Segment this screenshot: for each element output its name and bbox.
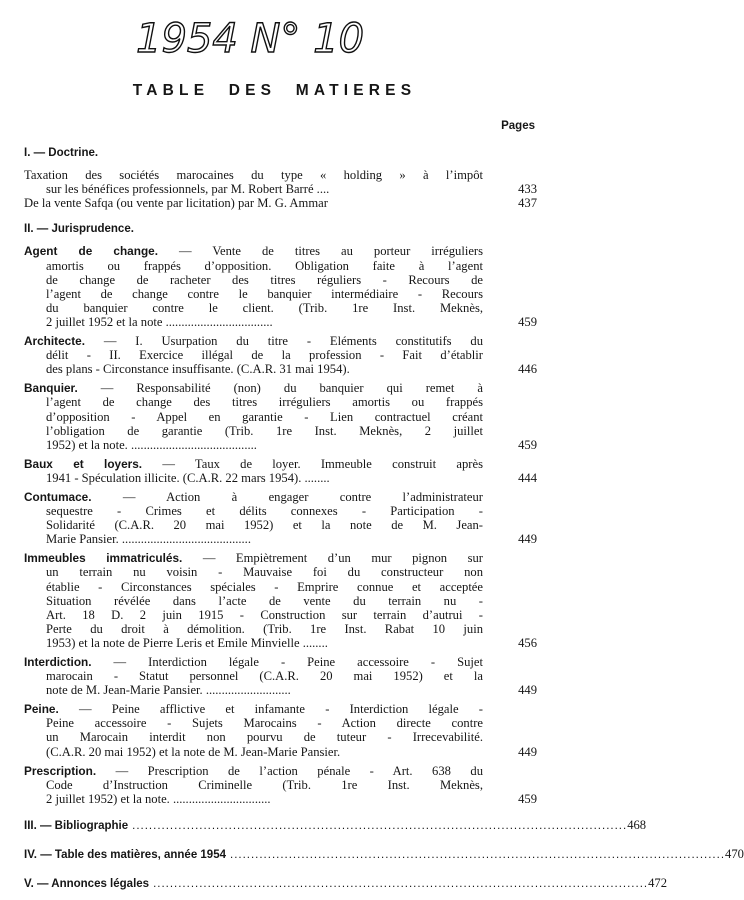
entry-line: [24, 410, 483, 424]
entry-line: [24, 424, 483, 438]
entry-heading: Interdiction.: [24, 655, 92, 669]
section-heading-annonces-legales: V. — Annonces légales ...................................................................................................................... 472: [24, 876, 667, 891]
entry-text: sequestre - Crimes et délits connexes - Participation -: [46, 504, 483, 519]
entry-text: l’agent de change des titres irréguliers amortis ou frappés: [46, 395, 483, 410]
entry-text: marocain - Statut personnel (C.A.R. 20 mai 1952) et la: [46, 669, 483, 684]
entry-heading: Peine.: [24, 702, 59, 717]
entry-text: Perte du droit à démolition. (Trib. 1re Inst. Rabat 10 juin: [46, 621, 483, 636]
entry-heading: Immeubles immatriculés.: [24, 551, 183, 566]
entry-text: établie - Circonstances spéciales - Emprire connue et acceptée: [46, 579, 483, 594]
entry-line: [24, 580, 483, 594]
entry-text: — Responsabilité (non) du banquier qui remet à: [77, 381, 483, 396]
entry-text: Art. 18 D. 2 juin 1915 - Construction sur terrain d’autrui -: [46, 607, 483, 622]
page-number: 444: [518, 470, 537, 485]
page-number: 459: [518, 791, 537, 806]
entry-line: [24, 196, 483, 210]
entry-text: 1952) et la note. ........................................: [46, 437, 257, 452]
entry-text: l’obligation de garantie (Trib. 1re Inst. Meknès, 2 juillet: [46, 423, 483, 438]
entry-line: [24, 745, 483, 759]
entry-line: [24, 594, 483, 608]
entry-text: — Empiètrement d’un mur pignon sur: [182, 551, 483, 566]
entry-text: 2 juillet 1952 et la note ..................................: [46, 314, 273, 329]
toc-entry: [24, 381, 537, 451]
toc-entry: [24, 168, 537, 196]
toc-entry: [24, 702, 537, 758]
handwritten-annotation: [128, 4, 428, 68]
entry-line: [24, 622, 483, 636]
page-number: 449: [518, 683, 537, 698]
section-heading-table-des-matieres: IV. — Table des matières, année 1954 ...................................................................................................................... 470: [24, 847, 744, 862]
entry-line: [24, 716, 483, 730]
page-number: 459: [518, 314, 537, 329]
doctrine-list: [24, 168, 537, 210]
entry-line: [24, 669, 483, 683]
entry-line: [24, 457, 483, 471]
entry-line: [24, 702, 483, 716]
entry-line: [24, 315, 483, 329]
page-number: 433: [518, 182, 537, 197]
page-number: 449: [518, 532, 537, 547]
entry-line: [24, 504, 483, 518]
toc-entry: [24, 334, 537, 376]
entry-text: des plans - Circonstance insuffisante. (C.A.R. 31 mai 1954).: [46, 362, 350, 377]
entry-text: 1953) et la note de Pierre Leris et Emile Minvielle ........: [46, 635, 328, 650]
handwritten-year-number: 1954 N° 10: [136, 16, 365, 62]
page-number: 446: [518, 362, 537, 377]
entry-text: sur les bénéfices professionnels, par M. Robert Barré ....: [46, 182, 330, 197]
entry-text: — I. Usurpation du titre - Eléments constitutifs du: [84, 334, 483, 349]
entry-line: [24, 532, 483, 546]
entry-text: un Marocain interdit non pourvu de tuteur - Irrecevabilité.: [46, 730, 483, 745]
jurisprudence-list: [24, 244, 537, 805]
entry-line: [24, 273, 483, 287]
entry-line: [24, 518, 483, 532]
entry-line: [24, 683, 483, 697]
entry-heading: Contumace.: [24, 489, 92, 504]
entry-line: [24, 565, 483, 579]
entry-text: du banquier contre le client. (Trib. 1re Inst. Meknès,: [46, 300, 483, 315]
entry-line: [24, 778, 483, 792]
entry-text: — Prescription de l’action pénale - Art. 638 du: [96, 763, 483, 778]
page-number: 468: [627, 817, 647, 832]
entry-text: Peine accessoire - Sujets Marocains - Action directe contre: [46, 716, 483, 731]
entry-line: [24, 182, 483, 196]
toc-entry: [24, 551, 537, 650]
entry-text: Code d’Instruction Criminelle (Trib. 1re Inst. Meknès,: [46, 777, 483, 792]
toc-entry: [24, 655, 537, 697]
entry-heading: Prescription.: [24, 763, 97, 778]
entry-heading: Architecte.: [24, 334, 85, 349]
toc-entry: [24, 196, 537, 210]
entry-text: Solidarité (C.A.R. 20 mai 1952) et la note de M. Jean-: [46, 518, 483, 533]
page-number: 472: [648, 876, 667, 891]
table-of-contents: [24, 136, 744, 899]
pages-column-heading: Pages: [501, 120, 535, 132]
entry-heading: Agent de change.: [24, 244, 158, 259]
entry-line: [24, 334, 483, 348]
entry-line: [24, 792, 483, 806]
entry-text: — Taux de loyer. Immeuble construit après: [142, 456, 483, 471]
entry-text: délit - II. Exercice illégal de la profession - Fait d’établir: [46, 348, 483, 363]
entry-text: — Vente de titres au porteur irréguliers: [158, 244, 483, 259]
entry-text: de change de racheter des titres réguliers - Recours de: [46, 272, 483, 287]
entry-line: [24, 490, 483, 504]
entry-text: De la vente Safqa (ou vente par licitation) par M. G. Ammar: [24, 196, 328, 211]
page-number: 449: [518, 744, 537, 759]
section-heading-jurisprudence: II. — Jurisprudence.: [24, 223, 134, 236]
entry-text: — Peine afflictive et infamante - Interdiction légale -: [58, 702, 483, 717]
entry-text: Taxation des sociétés marocaines du type « holding » à l’impôt: [24, 168, 483, 183]
entry-text: l’agent de change contre le banquier intermédiaire - Recours: [46, 286, 483, 301]
entry-line: [24, 259, 483, 273]
entry-text: Marie Pansier. .........................................: [46, 532, 251, 547]
entry-text: — Interdiction légale - Peine accessoire - Sujet: [91, 655, 483, 669]
entry-text: amortis ou frappés d’opposition. Obligation faite à l’agent: [46, 258, 483, 273]
entry-line: [24, 362, 483, 376]
entry-line: [24, 168, 483, 182]
toc-entry: [24, 490, 537, 546]
toc-entry: [24, 457, 537, 485]
entry-line: [24, 608, 483, 622]
entry-heading: Baux et loyers.: [24, 456, 143, 471]
entry-line: [24, 636, 483, 650]
entry-line: [24, 551, 483, 565]
entry-text: d’opposition - Appel en garantie - Lien contractuel créant: [46, 409, 483, 424]
entry-text: (C.A.R. 20 mai 1952) et la note de M. Jean-Marie Pansier.: [46, 744, 341, 759]
entry-line: [24, 764, 483, 778]
entry-line: [24, 244, 483, 258]
toc-entry: [24, 764, 537, 806]
entry-text: un terrain nu voisin - Mauvaise foi du constructeur non: [46, 565, 483, 580]
section-heading-bibliographie: III. — Bibliographie ...................................................................................................................... 468: [24, 817, 647, 832]
page-number: 459: [518, 437, 537, 452]
entry-text: 1941 - Spéculation illicite. (C.A.R. 22 mars 1954). ........: [46, 470, 330, 485]
entry-line: [24, 287, 483, 301]
page-number: 456: [518, 635, 537, 650]
entry-line: [24, 471, 483, 485]
entry-line: [24, 655, 483, 669]
entry-text: Situation révélée dans l’acte de vente du terrain nu -: [46, 593, 483, 608]
entry-text: — Action à engager contre l’administrateur: [91, 489, 483, 504]
entry-line: [24, 730, 483, 744]
entry-line: [24, 301, 483, 315]
page-number: 437: [518, 196, 537, 211]
page-number: 470: [725, 847, 744, 862]
toc-entry: [24, 244, 537, 329]
entry-line: [24, 348, 483, 362]
entry-text: note de M. Jean-Marie Pansier. ...........................: [46, 683, 291, 698]
entry-text: 2 juillet 1952) et la note. ...............................: [46, 791, 271, 806]
section-heading-doctrine: I. — Doctrine.: [24, 147, 99, 159]
entry-line: [24, 438, 483, 452]
page-title: TABLE DES MATIERES: [132, 82, 417, 99]
entry-line: [24, 381, 483, 395]
entry-line: [24, 395, 483, 409]
entry-heading: Banquier.: [24, 381, 78, 396]
